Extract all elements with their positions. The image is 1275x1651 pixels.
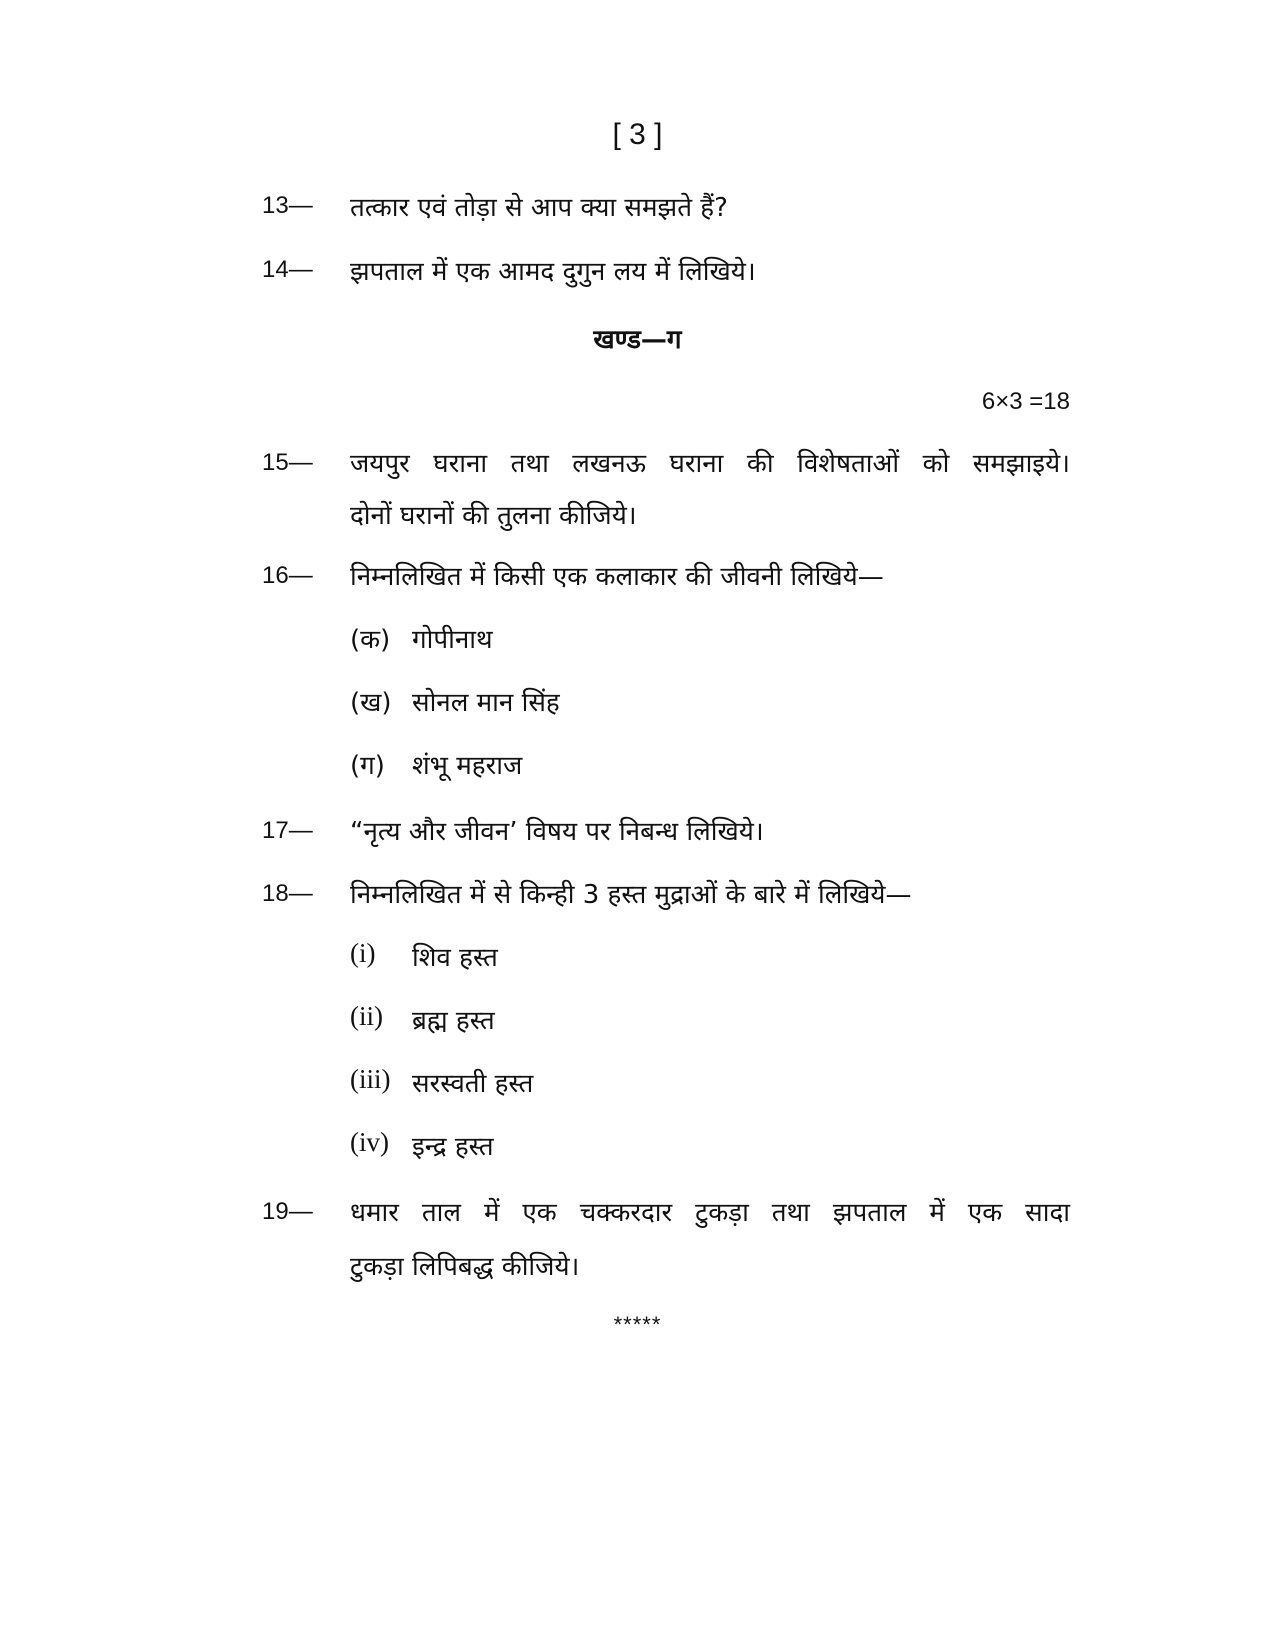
option-text: शंभू महराज xyxy=(412,751,523,781)
option-text: सरस्वती हस्त xyxy=(412,1069,534,1099)
section-marks: 6×3 =18 xyxy=(981,388,1070,415)
option-label: (ख) xyxy=(350,688,392,718)
question-15-line-2: दोनों घरानों की तुलना कीजिये। xyxy=(350,501,637,531)
question-14-number: 14— xyxy=(262,256,313,283)
option-text: गोपीनाथ xyxy=(412,625,493,655)
option-text: शिव हस्त xyxy=(412,943,498,973)
question-16-text: निम्नलिखित में किसी एक कलाकार की जीवनी लिखिये— xyxy=(350,562,884,592)
question-18-number: 18— xyxy=(262,880,313,907)
question-19-line-2: टुकड़ा लिपिबद्ध कीजिये। xyxy=(350,1252,580,1282)
question-17-number: 17— xyxy=(262,817,313,844)
question-19-number: 19— xyxy=(262,1198,313,1225)
option-text: ब्रह्म हस्त xyxy=(412,1006,495,1036)
option-label: (iii) xyxy=(350,1064,391,1094)
option-label: (क) xyxy=(350,625,391,655)
option-label: (ग) xyxy=(350,751,385,781)
question-19-line-1: धमार ताल में एक चक्करदार टुकड़ा तथा झपताल में एक सादा xyxy=(350,1198,1070,1228)
question-17-text: “नृत्य और जीवन’ विषय पर निबन्ध लिखिये। xyxy=(350,817,764,847)
option-text: इन्द्र हस्त xyxy=(412,1132,494,1162)
question-15-number: 15— xyxy=(262,449,313,476)
end-marker: ***** xyxy=(613,1312,662,1337)
section-heading: खण्ड—ग xyxy=(593,325,682,355)
question-18-text: निम्नलिखित में से किन्ही 3 हस्त मुद्राओं के बारे में लिखिये— xyxy=(350,880,912,910)
option-label: (iv) xyxy=(350,1127,389,1157)
question-14-text: झपताल में एक आमद दुगुन लय में लिखिये। xyxy=(350,257,756,287)
page-number: [ 3 ] xyxy=(612,118,663,151)
option-text: सोनल मान सिंह xyxy=(412,688,560,718)
question-13-number: 13— xyxy=(262,192,313,219)
question-13-text: तत्कार एवं तोड़ा से आप क्या समझते हैं? xyxy=(350,193,728,223)
question-15-line-1: जयपुर घराना तथा लखनऊ घराना की विशेषताओं को समझाइये। xyxy=(350,449,1070,479)
option-label: (ii) xyxy=(350,1001,383,1031)
option-label: (i) xyxy=(350,938,376,968)
question-16-number: 16— xyxy=(262,562,313,589)
